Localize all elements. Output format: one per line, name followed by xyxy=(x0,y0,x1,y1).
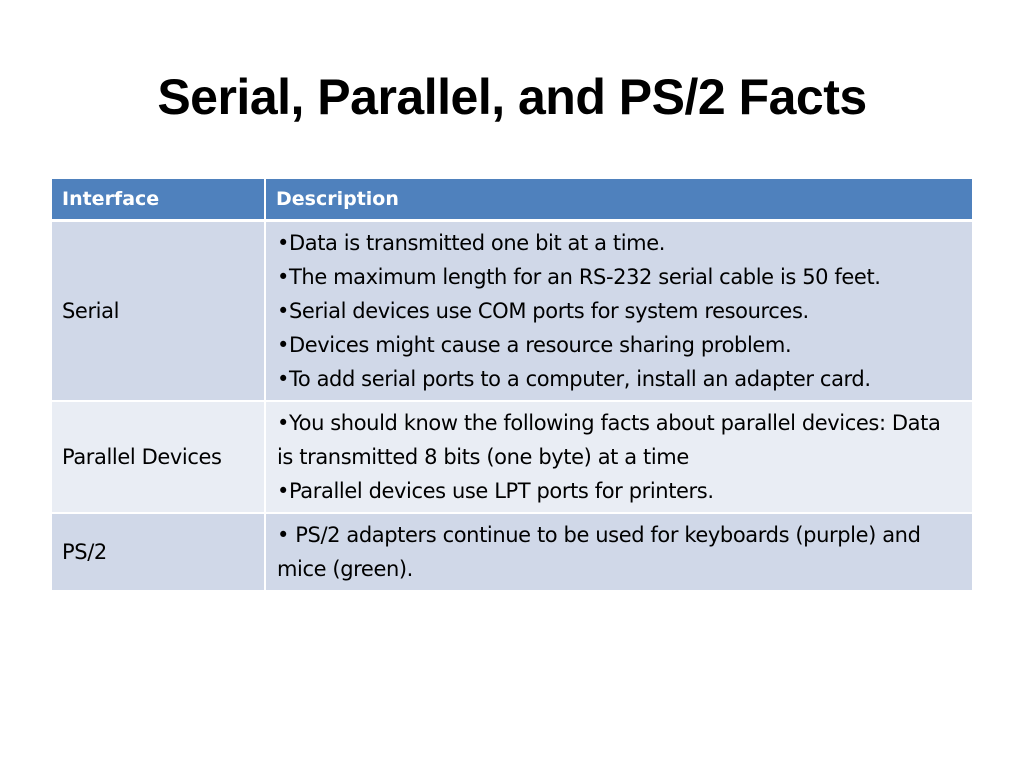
description-bullet: •The maximum length for an RS-232 serial cable is 50 feet. xyxy=(277,265,881,289)
description-bullet: •Devices might cause a resource sharing problem. xyxy=(277,333,792,357)
description-bullet: •To add serial ports to a computer, install an adapter card. xyxy=(277,367,871,391)
description-bullet: •Data is transmitted one bit at a time. xyxy=(277,231,665,255)
facts-table xyxy=(52,179,972,592)
description-cell xyxy=(265,513,972,591)
column-header-description: Description xyxy=(265,179,972,221)
table-header-row xyxy=(52,179,972,221)
interface-cell: Serial xyxy=(52,221,265,402)
description-cell xyxy=(265,401,972,513)
description-bullet: •Parallel devices use LPT ports for printers. xyxy=(277,479,714,503)
interface-cell: PS/2 xyxy=(52,513,265,591)
interface-cell: Parallel Devices xyxy=(52,401,265,513)
table-row-parallel-devices xyxy=(52,401,972,513)
description-cell xyxy=(265,221,972,402)
description-bullet: •Serial devices use COM ports for system resources. xyxy=(277,299,809,323)
description-bullet: • PS/2 adapters continue to be used for keyboards (purple) and mice (green). xyxy=(277,523,921,581)
table-row-ps2 xyxy=(52,513,972,591)
description-bullet: •You should know the following facts about parallel devices: Data is transmitted 8 bits (one byte) at a time xyxy=(277,411,941,469)
column-header-interface: Interface xyxy=(52,179,265,221)
slide-title: Serial, Parallel, and PS/2 Facts xyxy=(157,69,867,125)
table-row-serial xyxy=(52,221,972,402)
